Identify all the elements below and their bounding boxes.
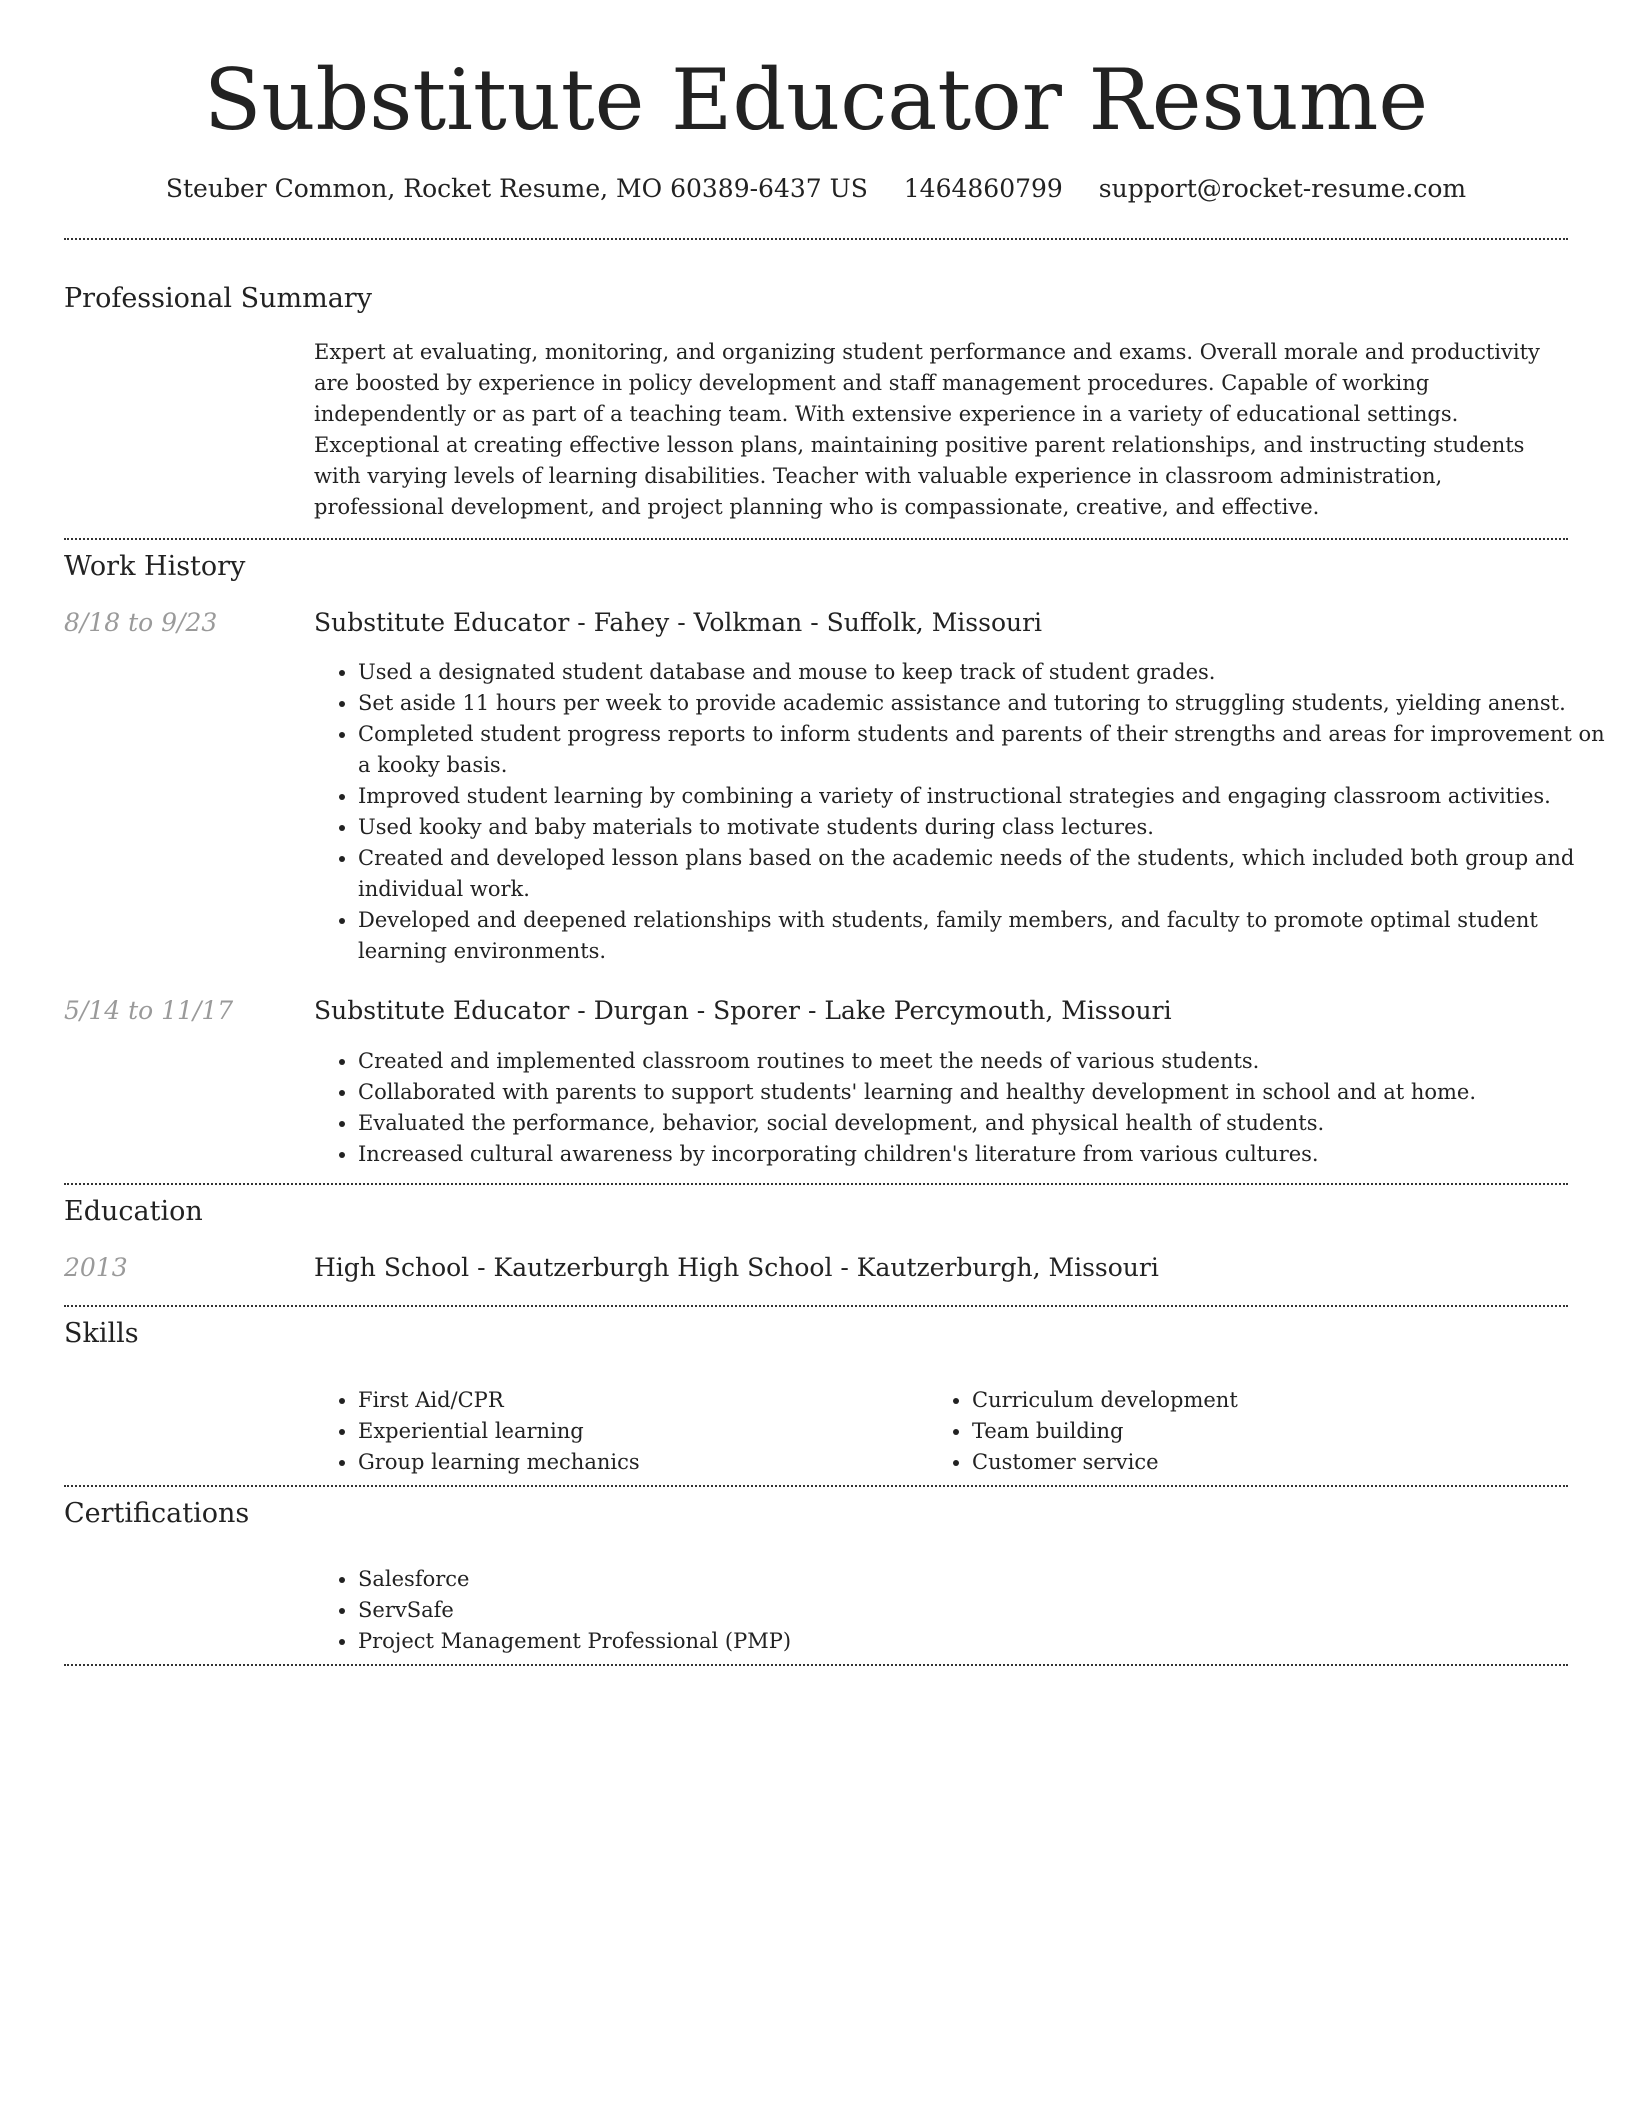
skill-item: • Experiential learning (358, 1416, 928, 1447)
skills-list-right (928, 1385, 1612, 1478)
job-bullets (314, 657, 1612, 967)
job-dates: 8/18 to 9/23 (64, 608, 218, 637)
skill-item: • Team building (972, 1416, 1612, 1447)
certification-item: • ServSafe (358, 1595, 1612, 1626)
skills-list-left (314, 1385, 928, 1478)
education-year: 2013 (64, 1253, 128, 1282)
resume-title: Substitute Educator Resume (203, 51, 1429, 149)
job-bullets (314, 1046, 1612, 1170)
certifications-heading: Certifications (64, 1498, 250, 1529)
job-bullet: • Used kooky and baby materials to motivate students during class lectures. (358, 812, 1612, 843)
summary-heading: Professional Summary (64, 283, 372, 314)
skill-item: • Group learning mechanics (358, 1447, 928, 1478)
certification-item: • Project Management Professional (PMP) (358, 1626, 1612, 1657)
summary-text: Expert at evaluating, monitoring, and organizing student performance and exams. Overall morale and productivity are boosted by experience in policy development and staff management procedures. Capable of working independently or as part of a teaching team. With extensive experience in a variety of educational settings. Exceptional at creating effective lesson plans, maintaining positive parent relationships, and instructing students with varying levels of learning disabilities. Teacher with valuable experience in classroom administration, professional development, and project planning who is compassionate, creative, and effective. (314, 340, 1540, 519)
job-bullet: • Increased cultural awareness by incorporating children's literature from various cultures. (358, 1139, 1612, 1170)
contact-line (0, 172, 1632, 206)
job-bullet: • Collaborated with parents to support students' learning and healthy development in school and at home. (358, 1077, 1612, 1108)
job-title: Substitute Educator - Fahey - Volkman - Suffolk, Missouri (314, 608, 1043, 637)
certifications-list (314, 1564, 1612, 1657)
section-divider (64, 1485, 1568, 1487)
contact-phone: 1464860799 (903, 174, 1063, 203)
job-bullet: • Improved student learning by combining a variety of instructional strategies and engaging classroom activities. (358, 781, 1612, 812)
job-bullet: • Evaluated the performance, behavior, social development, and physical health of students. (358, 1108, 1612, 1139)
skills-heading: Skills (64, 1318, 139, 1349)
education-title: High School - Kautzerburgh High School - Kautzerburgh, Missouri (314, 1253, 1159, 1282)
contact-email: support@rocket-resume.com (1098, 174, 1467, 203)
job-bullet: • Used a designated student database and mouse to keep track of student grades. (358, 657, 1612, 688)
education-heading: Education (64, 1196, 203, 1227)
skill-item: • Customer service (972, 1447, 1612, 1478)
section-divider (64, 1664, 1568, 1666)
work-history-heading: Work History (64, 551, 246, 582)
job-bullet: • Created and developed lesson plans based on the academic needs of the students, which included both group and individual work. (358, 843, 1612, 905)
skill-item: • Curriculum development (972, 1385, 1612, 1416)
job-bullet: • Created and implemented classroom routines to meet the needs of various students. (358, 1046, 1612, 1077)
section-divider (64, 238, 1568, 240)
job-title: Substitute Educator - Durgan - Sporer - Lake Percymouth, Missouri (314, 996, 1172, 1025)
skill-item: • First Aid/CPR (358, 1385, 928, 1416)
section-divider (64, 538, 1568, 540)
section-divider (64, 1305, 1568, 1307)
section-divider (64, 1183, 1568, 1185)
contact-address: Steuber Common, Rocket Resume, MO 60389-6437 US (165, 174, 868, 203)
certification-item: • Salesforce (358, 1564, 1612, 1595)
job-bullet: • Completed student progress reports to inform students and parents of their strengths and areas for improvement on a kooky basis. (358, 719, 1612, 781)
job-bullet: • Set aside 11 hours per week to provide academic assistance and tutoring to struggling students, yielding anenst. (358, 688, 1612, 719)
job-bullet: • Developed and deepened relationships with students, family members, and faculty to promote optimal student learning environments. (358, 905, 1612, 967)
job-dates: 5/14 to 11/17 (64, 996, 234, 1025)
